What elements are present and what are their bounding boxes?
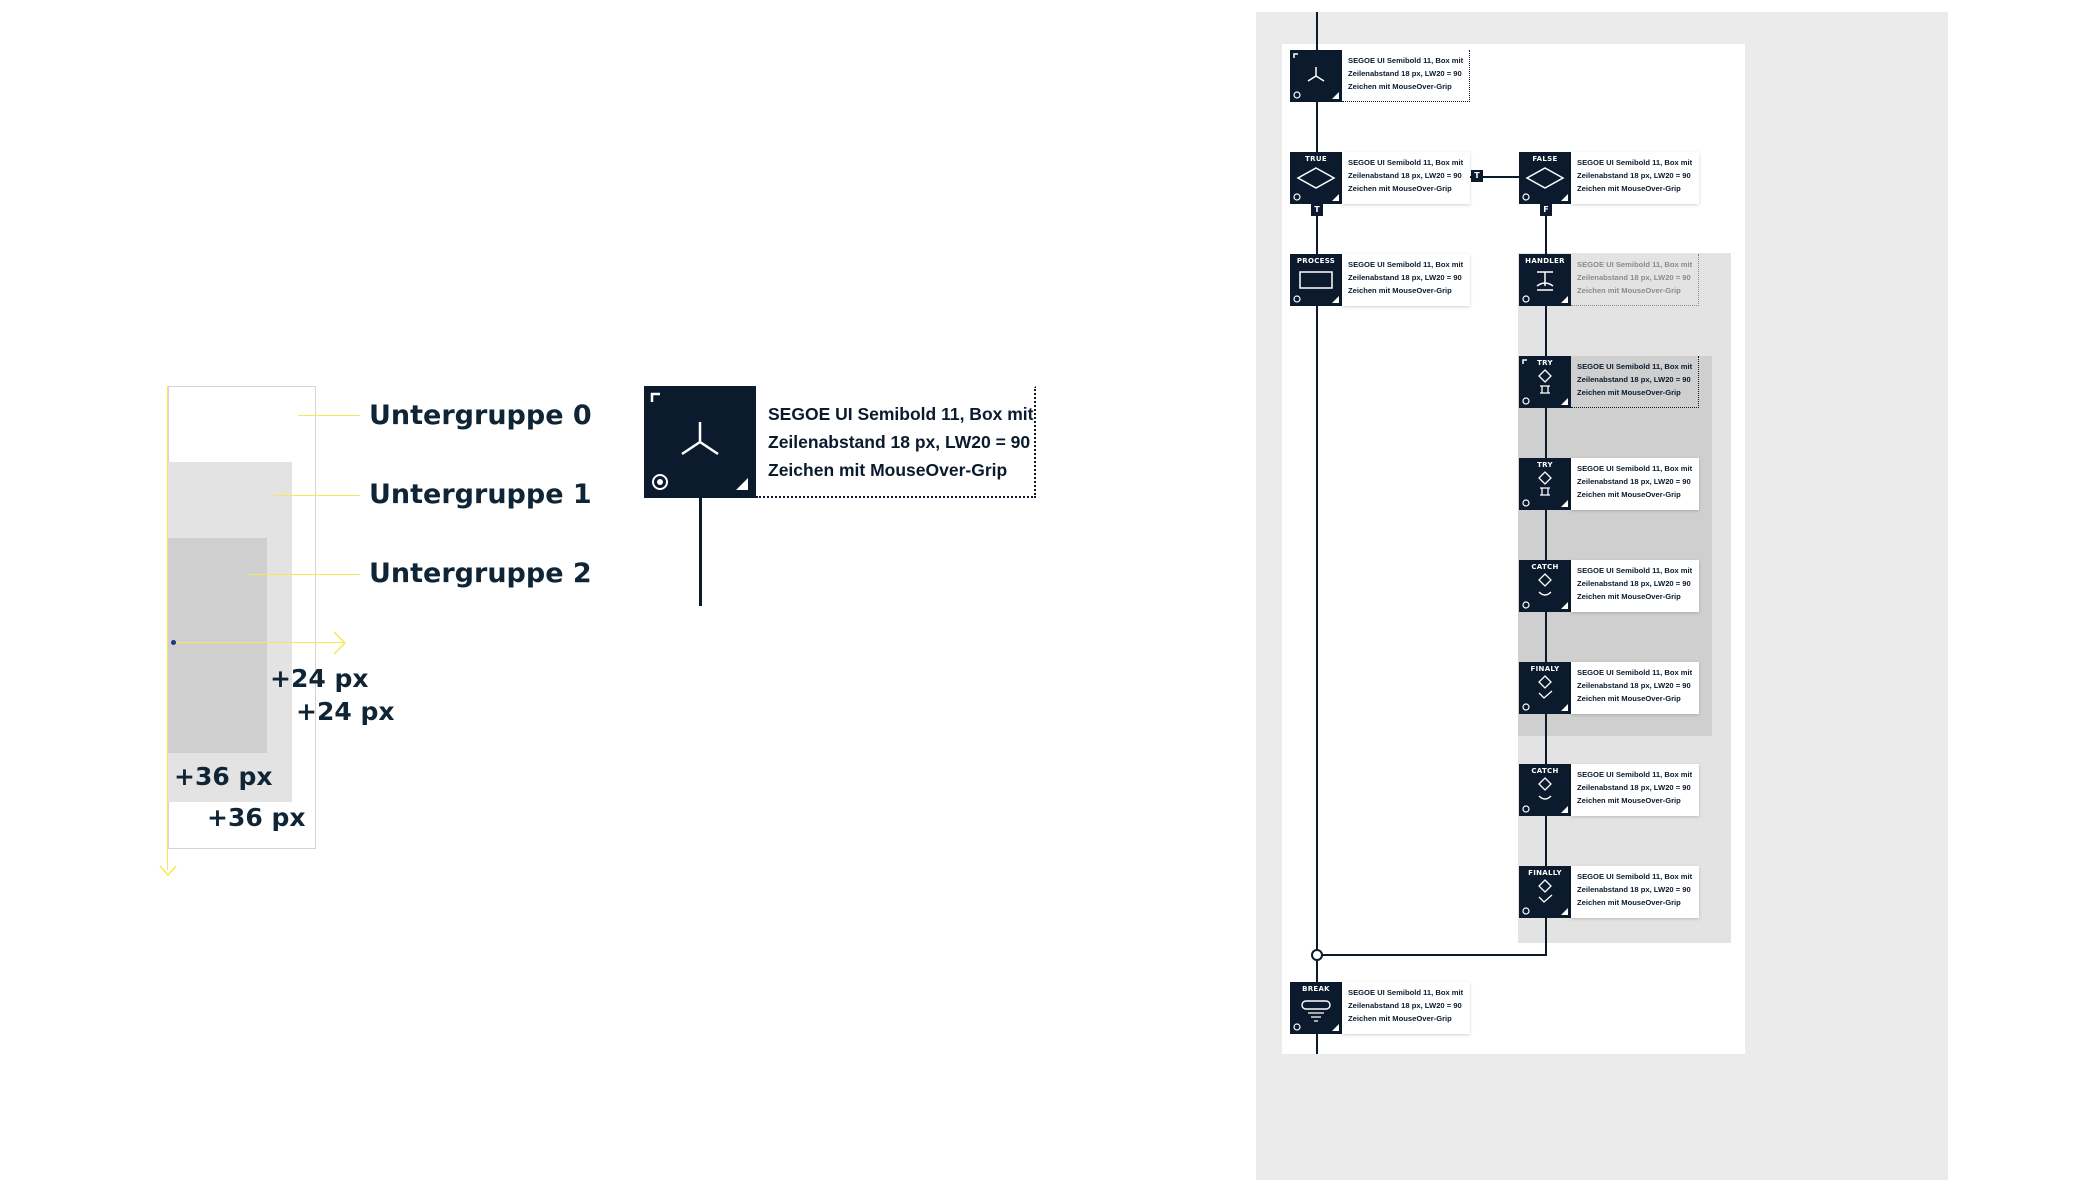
node-text-line: Zeilenabstand 18 px, LW20 = 90 bbox=[1348, 1000, 1462, 1010]
offset-label: +36 px bbox=[174, 762, 273, 791]
node-text-line: Zeilenabstand 18 px, LW20 = 90 bbox=[1577, 476, 1691, 486]
offset-label: +24 px bbox=[296, 697, 395, 726]
node-text-line: Zeilenabstand 18 px, LW20 = 90 bbox=[768, 432, 1031, 452]
node-description bbox=[1342, 50, 1470, 102]
node-text-line: SEGOE UI Semibold 11, Box mit bbox=[1577, 158, 1693, 167]
node-description bbox=[1571, 356, 1699, 408]
node-description bbox=[1571, 458, 1699, 510]
node-text-line: SEGOE UI Semibold 11, Box mit bbox=[1348, 260, 1464, 269]
node-type-label: CATCH bbox=[1531, 563, 1559, 571]
node-text-line: Zeilenabstand 18 px, LW20 = 90 bbox=[1348, 68, 1462, 78]
node-description bbox=[756, 386, 1036, 498]
node-description bbox=[1571, 866, 1699, 918]
break-icon bbox=[1290, 982, 1342, 1034]
node-text-line: SEGOE UI Semibold 11, Box mit bbox=[1577, 464, 1693, 473]
node-text-line: Zeilenabstand 18 px, LW20 = 90 bbox=[1348, 272, 1462, 282]
node-text-line: SEGOE UI Semibold 11, Box mit bbox=[1577, 362, 1693, 371]
node-text-line: Zeichen mit MouseOver-Grip bbox=[1577, 591, 1681, 601]
node-text-line: Zeichen mit MouseOver-Grip bbox=[768, 460, 1008, 480]
node-text-line: Zeichen mit MouseOver-Grip bbox=[1348, 81, 1452, 91]
guide-origin-dot bbox=[171, 640, 176, 645]
node-text-line: SEGOE UI Semibold 11, Box mit bbox=[1577, 872, 1693, 881]
node-description bbox=[1342, 254, 1470, 306]
arrow-down-icon bbox=[158, 864, 178, 883]
leader-subgroup-2 bbox=[248, 574, 360, 575]
node-text-line: Zeichen mit MouseOver-Grip bbox=[1577, 387, 1681, 397]
node-text-line: SEGOE UI Semibold 11, Box mit bbox=[1577, 260, 1693, 269]
leader-subgroup-1 bbox=[274, 495, 360, 496]
true-badge: T bbox=[1471, 170, 1483, 182]
merge-point bbox=[1311, 949, 1323, 961]
connector-line bbox=[699, 498, 702, 606]
node-text-line: Zeichen mit MouseOver-Grip bbox=[1577, 693, 1681, 703]
merge-connector bbox=[1316, 954, 1547, 956]
node-text-line: Zeichen mit MouseOver-Grip bbox=[1348, 285, 1452, 295]
merge-icon bbox=[644, 386, 756, 498]
node-text-line: Zeichen mit MouseOver-Grip bbox=[1577, 183, 1681, 193]
condition-icon bbox=[1519, 152, 1571, 204]
node-text-line: Zeilenabstand 18 px, LW20 = 90 bbox=[1577, 578, 1691, 588]
finally-icon bbox=[1519, 866, 1571, 918]
catch-icon bbox=[1519, 560, 1571, 612]
leader-subgroup-0 bbox=[298, 415, 360, 416]
offset-label: +24 px bbox=[270, 664, 369, 693]
node-text-line: Zeilenabstand 18 px, LW20 = 90 bbox=[1577, 782, 1691, 792]
node-type-label: FINALY bbox=[1530, 665, 1560, 673]
condition-icon bbox=[1290, 152, 1342, 204]
vertical-guide bbox=[167, 386, 168, 870]
node-text-line: SEGOE UI Semibold 11, Box mit bbox=[1348, 988, 1464, 997]
node-text-line: SEGOE UI Semibold 11, Box mit bbox=[1577, 566, 1693, 575]
node-text-line: Zeilenabstand 18 px, LW20 = 90 bbox=[1577, 374, 1691, 384]
node-text-line: Zeichen mit MouseOver-Grip bbox=[1577, 795, 1681, 805]
node-type-label: TRY bbox=[1537, 359, 1553, 367]
node-description bbox=[1571, 560, 1699, 612]
node-description bbox=[1571, 764, 1699, 816]
node-type-label: PROCESS bbox=[1296, 257, 1336, 265]
catch-icon bbox=[1519, 764, 1571, 816]
process-icon bbox=[1290, 254, 1342, 306]
node-text-line: SEGOE UI Semibold 11, Box mit bbox=[768, 404, 1034, 424]
node-text-line: SEGOE UI Semibold 11, Box mit bbox=[1348, 56, 1464, 65]
node-text-line: SEGOE UI Semibold 11, Box mit bbox=[1348, 158, 1464, 167]
node-text-line: Zeilenabstand 18 px, LW20 = 90 bbox=[1577, 680, 1691, 690]
node-text-line: Zeilenabstand 18 px, LW20 = 90 bbox=[1577, 884, 1691, 894]
node-text-line: Zeilenabstand 18 px, LW20 = 90 bbox=[1348, 170, 1462, 180]
node-type-label: TRUE bbox=[1305, 155, 1327, 163]
arrow-right-icon bbox=[332, 630, 348, 661]
node-type-label: TRY bbox=[1537, 461, 1553, 469]
node-description bbox=[1571, 662, 1699, 714]
node-type-label: CATCH bbox=[1531, 767, 1559, 775]
node-type-label: FINALLY bbox=[1528, 869, 1562, 877]
subgroup-1-label: Untergruppe 1 bbox=[369, 479, 592, 510]
node-type-label: HANDLER bbox=[1525, 257, 1565, 265]
node-text-line: Zeilenabstand 18 px, LW20 = 90 bbox=[1577, 272, 1691, 282]
subgroup-2-label: Untergruppe 2 bbox=[369, 558, 592, 589]
node-text-line: Zeichen mit MouseOver-Grip bbox=[1577, 285, 1681, 295]
subgroup-0-label: Untergruppe 0 bbox=[369, 400, 592, 431]
true-badge: T bbox=[1311, 204, 1323, 216]
try-icon bbox=[1519, 458, 1571, 510]
node-text-line: Zeichen mit MouseOver-Grip bbox=[1577, 897, 1681, 907]
node-text-line: SEGOE UI Semibold 11, Box mit bbox=[1577, 770, 1693, 779]
node-type-label: FALSE bbox=[1532, 155, 1558, 163]
merge-icon bbox=[1290, 50, 1342, 102]
horizontal-guide bbox=[172, 642, 344, 643]
node-type-label: BREAK bbox=[1302, 985, 1330, 993]
finally-icon bbox=[1519, 662, 1571, 714]
false-badge: F bbox=[1540, 204, 1552, 216]
node-description bbox=[1342, 982, 1470, 1034]
offset-label: +36 px bbox=[207, 803, 306, 832]
node-text-line: SEGOE UI Semibold 11, Box mit bbox=[1577, 668, 1693, 677]
try-icon bbox=[1519, 356, 1571, 408]
node-description bbox=[1342, 152, 1470, 204]
handler-icon bbox=[1519, 254, 1571, 306]
node-description bbox=[1571, 254, 1699, 306]
node-text-line: Zeichen mit MouseOver-Grip bbox=[1348, 1013, 1452, 1023]
node-text-line: Zeilenabstand 18 px, LW20 = 90 bbox=[1577, 170, 1691, 180]
node-description bbox=[1571, 152, 1699, 204]
node-text-line: Zeichen mit MouseOver-Grip bbox=[1348, 183, 1452, 193]
subgroup-2-frame bbox=[168, 538, 267, 753]
node-text-line: Zeichen mit MouseOver-Grip bbox=[1577, 489, 1681, 499]
